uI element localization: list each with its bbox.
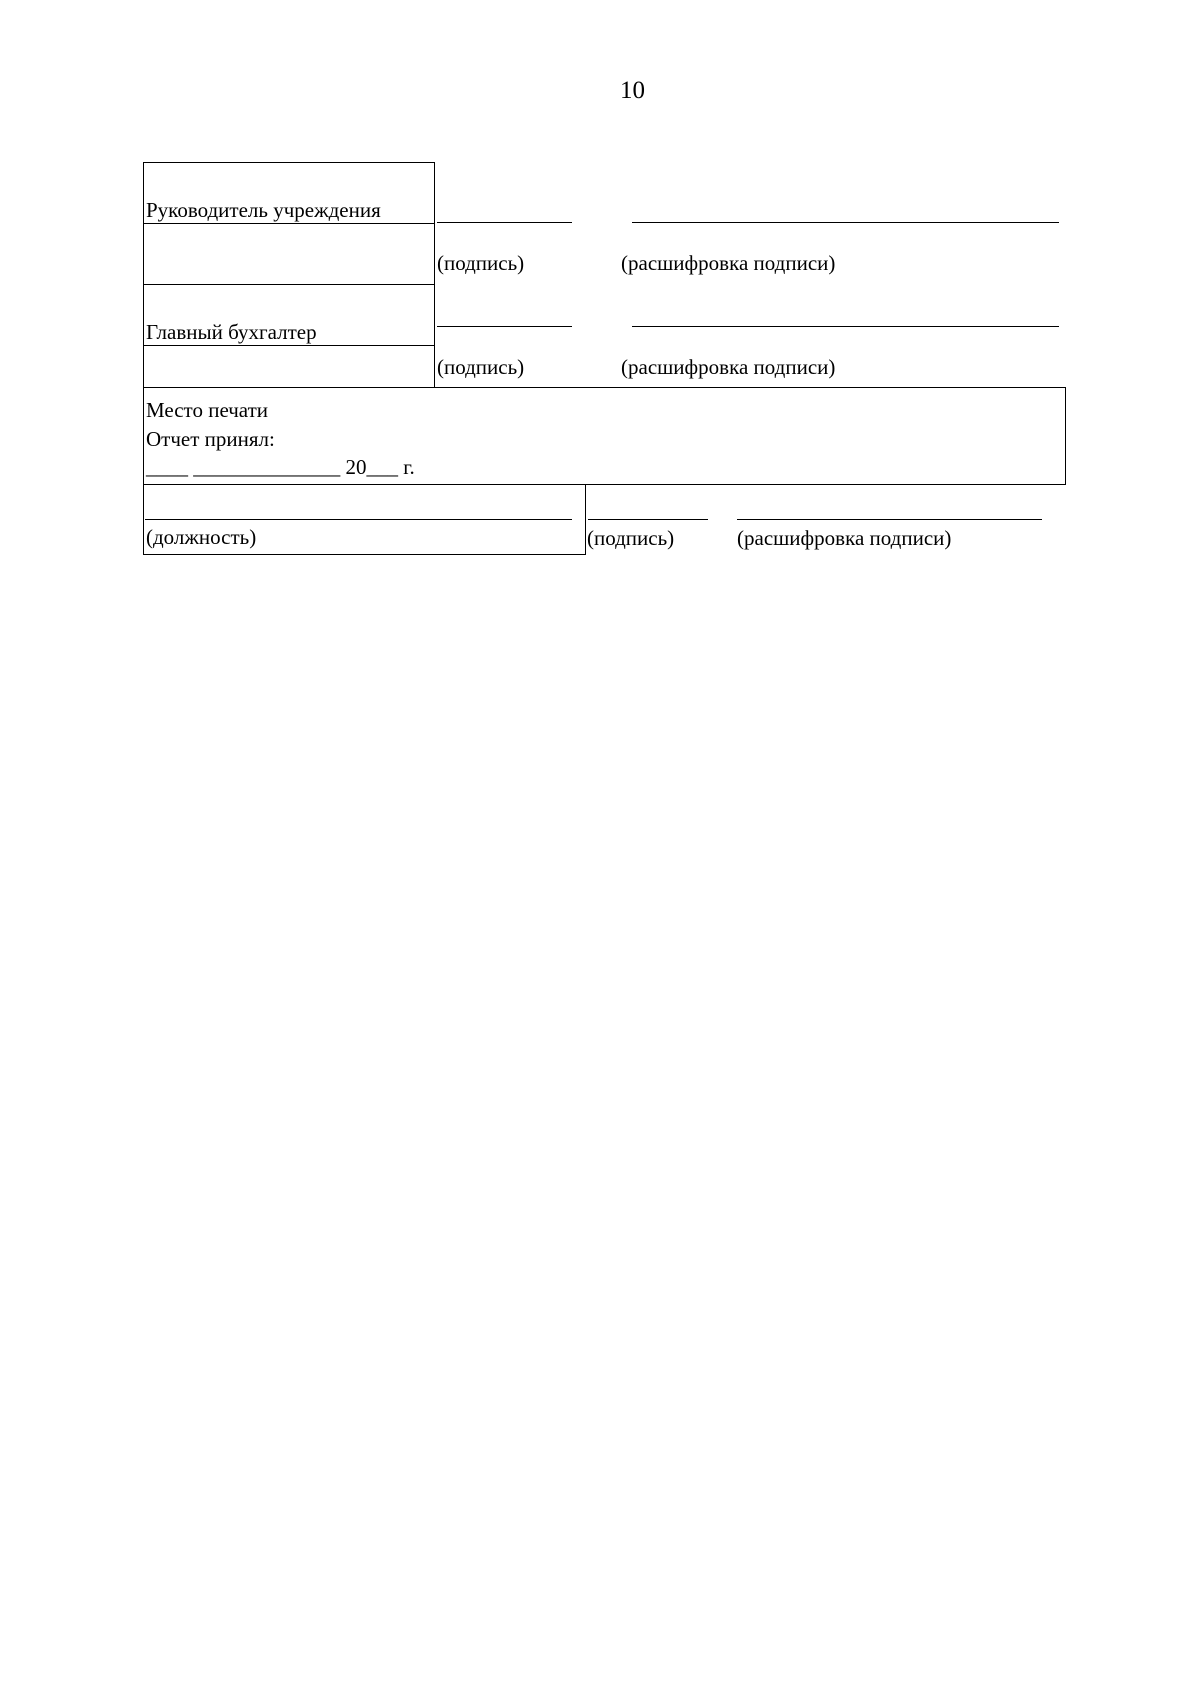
chief-accountant-signature-caption: (подпись) bbox=[437, 355, 525, 379]
head-decoding-caption: (расшифровка подписи) bbox=[621, 251, 836, 275]
roles-table bbox=[143, 162, 435, 388]
roles-table-divider bbox=[143, 284, 435, 285]
head-decoding-line bbox=[632, 222, 1059, 223]
accepted-by-label: Отчет принял: bbox=[146, 427, 275, 451]
page-number: 10 bbox=[620, 77, 645, 104]
roles-table-divider bbox=[143, 345, 435, 346]
position-box-bottom bbox=[143, 554, 586, 555]
position-caption: (должность) bbox=[146, 525, 257, 549]
position-box-left bbox=[143, 485, 144, 555]
position-box-right bbox=[585, 485, 586, 555]
acceptor-decoding-caption: (расшифровка подписи) bbox=[737, 526, 952, 550]
acceptance-date-line: ____ ______________ 20___ г. bbox=[146, 455, 415, 479]
seal-place-label: Место печати bbox=[146, 398, 269, 422]
chief-accountant-decoding-line bbox=[632, 326, 1059, 327]
head-signature-line bbox=[437, 222, 572, 223]
chief-accountant-role-label: Главный бухгалтер bbox=[146, 320, 317, 344]
acceptor-signature-line bbox=[588, 519, 708, 520]
acceptor-signature-caption: (подпись) bbox=[587, 526, 675, 550]
roles-table-divider bbox=[143, 223, 435, 224]
head-role-label: Руководитель учреждения bbox=[146, 198, 381, 222]
position-line bbox=[145, 519, 572, 520]
acceptor-decoding-line bbox=[737, 519, 1042, 520]
chief-accountant-signature-line bbox=[437, 326, 572, 327]
head-signature-caption: (подпись) bbox=[437, 251, 525, 275]
chief-accountant-decoding-caption: (расшифровка подписи) bbox=[621, 355, 836, 379]
